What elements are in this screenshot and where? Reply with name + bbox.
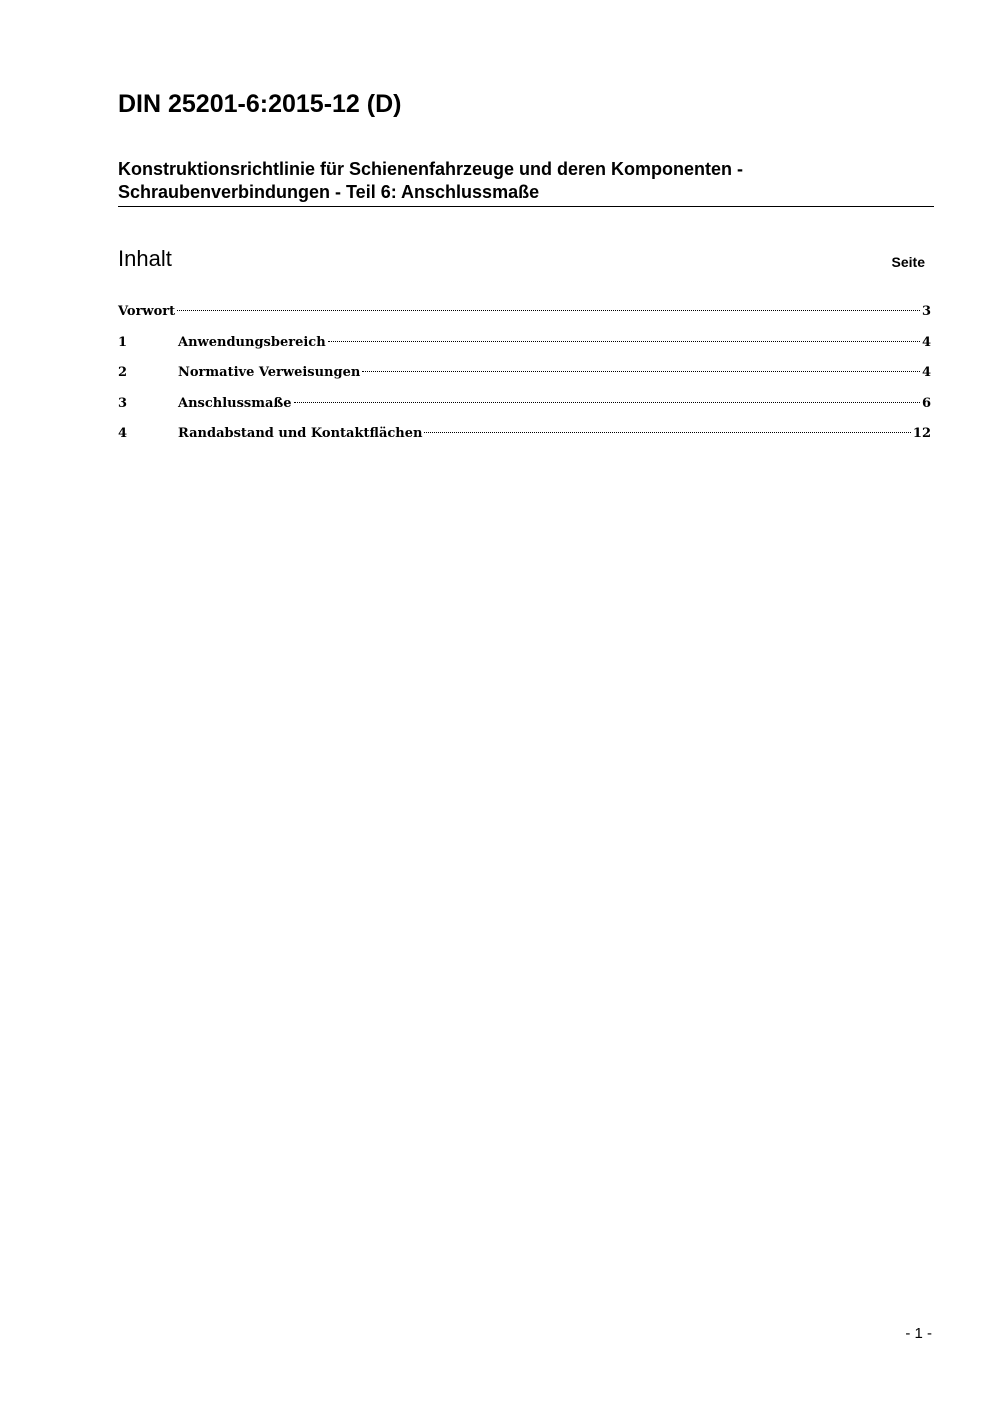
toc-entry-vorwort[interactable] <box>118 302 931 333</box>
toc-dot-leader <box>362 371 920 372</box>
toc-dot-leader <box>424 432 910 433</box>
subtitle-line-1: Konstruktionsrichtlinie für Schienenfahrzeuge und deren Komponenten - <box>118 159 744 179</box>
toc-entry-number: 3 <box>118 395 128 411</box>
toc-entry-page: 3 <box>921 304 931 319</box>
table-of-contents <box>118 302 931 455</box>
page-number: - 1 - <box>905 1325 932 1342</box>
toc-entry-anschlussmasse[interactable] <box>118 394 931 425</box>
document-subtitle <box>118 158 934 207</box>
toc-dot-leader <box>177 310 920 311</box>
toc-entry-label: Vorwort <box>118 304 176 319</box>
toc-entry-number: 4 <box>118 426 128 441</box>
toc-dot-leader <box>328 341 920 342</box>
toc-entry-randabstand[interactable] <box>118 424 931 455</box>
toc-entry-label: Normative Verweisungen <box>178 365 361 380</box>
toc-entry-page: 12 <box>912 426 931 441</box>
toc-entry-page: 4 <box>921 365 931 380</box>
document-title: DIN 25201-6:2015-12 (D) <box>118 90 402 118</box>
toc-entry-number: 2 <box>118 365 128 380</box>
toc-page-column-label: Seite <box>891 254 925 270</box>
toc-dot-leader <box>294 402 920 403</box>
toc-entry-label: Anwendungsbereich <box>178 334 326 350</box>
toc-entry-label: Anschlussmaße <box>178 395 292 411</box>
subtitle-line-2: Schraubenverbindungen - Teil 6: Anschlussmaße <box>118 182 540 202</box>
toc-heading: Inhalt <box>118 246 172 271</box>
toc-entry-page: 6 <box>921 395 931 411</box>
toc-entry-normative-verweisungen[interactable] <box>118 363 931 394</box>
toc-entry-label: Randabstand und Kontaktflächen <box>178 426 423 441</box>
toc-entry-anwendungsbereich[interactable] <box>118 333 931 364</box>
toc-entry-page: 4 <box>921 334 931 350</box>
toc-entry-number: 1 <box>118 334 128 350</box>
